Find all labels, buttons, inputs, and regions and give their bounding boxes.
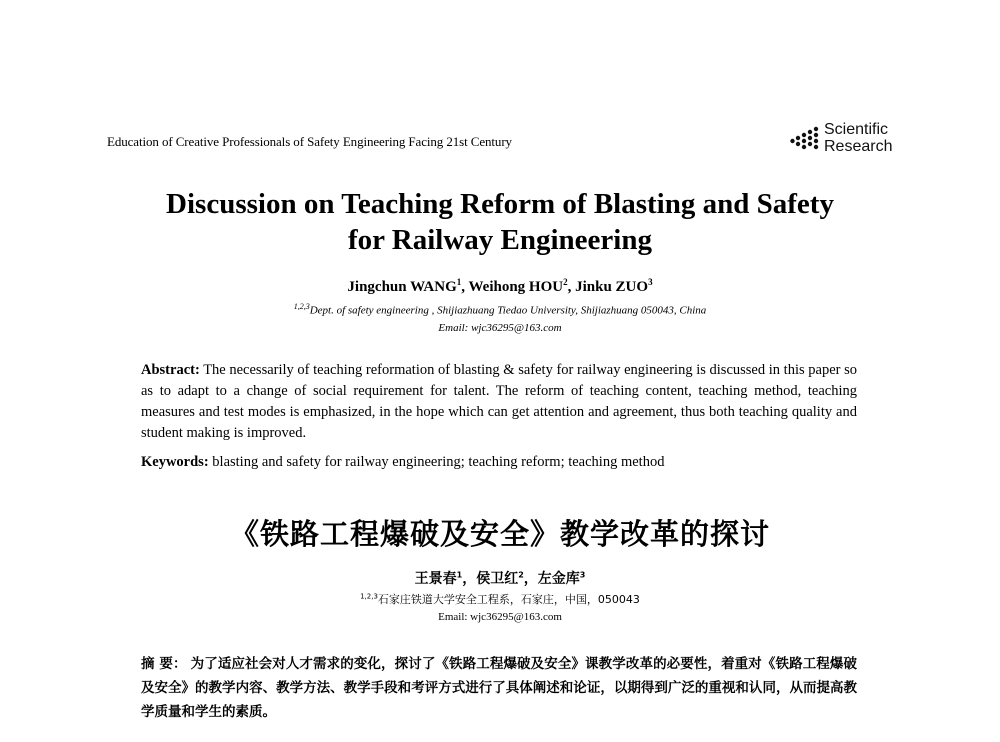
affiliation-text: Dept. of safety engineering , Shijiazhuang Tiedao University, Shijiazhuang 050043, China [309,304,707,317]
cn-author-name: 左金库 [537,571,580,587]
publisher-line-2: Research [824,138,893,155]
cn-affiliation-mark: 1,2,3 [360,592,378,601]
author-name: Weihong HOU [468,279,564,295]
author-separator: , [461,279,469,295]
cn-author-name: 王景春 [414,571,457,587]
chinese-email: Email: wjc36295@163.com [438,611,562,623]
keywords-label: Keywords: [141,454,209,470]
cn-author-separator: ， [462,571,477,587]
publisher-line-1: Scientific [824,121,889,138]
author-list [100,277,900,296]
cn-abstract-label: 摘 要： [141,656,187,672]
cn-affiliation-text: 石家庄铁道大学安全工程系，石家庄，中国，050043 [377,593,640,606]
chinese-abstract [141,652,857,724]
abstract-text: The necessarily of teaching reformation of blasting & safety for railway engineering is discussed in this paper so as to adapt to a change of social requirement for talent. The reform of teaching content, teaching method, teaching measures and test modes is emphasized, in the hope which can get attention and agreement, thus both teaching quality and student making is improved. [141,362,857,441]
cn-author-separator: ， [523,571,538,587]
author-affil-mark: 1 [456,277,462,287]
author-name: Jinku ZUO [575,279,649,295]
title-line-2: for Railway Engineering [348,224,652,256]
affiliation-mark: 1,2,3 [293,302,310,311]
running-header: Education of Creative Professionals of Safety Engineering Facing 21st Century [107,134,512,149]
publisher-logo [790,121,900,157]
cn-author-affil-mark: 2 [518,570,524,580]
cn-author-affil-mark: 3 [579,570,586,580]
abstract-label: Abstract: [141,362,200,378]
chinese-title: 《铁路工程爆破及安全》教学改革的探讨 [229,517,770,551]
author-email: Email: wjc36295@163.com [438,322,562,334]
chinese-affiliation [100,591,900,607]
scientific-research-logo-icon [790,125,822,153]
author-affil-mark: 2 [563,277,568,287]
paper-title [100,186,900,258]
cn-abstract-text: 为了适应社会对人才需求的变化，探讨了《铁路工程爆破及安全》课教学改革的必要性，着重对《铁路工程爆破及安全》的教学内容、教学方法、教学手段和考评方式进行了具体阐述和论证，以期得到广泛的重视和认同，从而提高教学质量和学生的素质。 [141,656,857,720]
keywords-text: blasting and safety for railway engineering; teaching reform; teaching method [212,454,665,470]
title-line-1: Discussion on Teaching Reform of Blasting and Safety [166,188,834,220]
chinese-author-list [100,568,900,588]
author-affil-mark: 3 [648,277,653,287]
author-separator: , [567,279,576,295]
cn-author-affil-mark: 1 [456,570,463,580]
publisher-name [824,121,892,155]
author-name: Jingchun WANG [347,279,457,295]
abstract [141,360,857,444]
keywords [141,452,857,473]
affiliation [100,302,900,317]
cn-author-name: 侯卫红 [476,571,519,587]
